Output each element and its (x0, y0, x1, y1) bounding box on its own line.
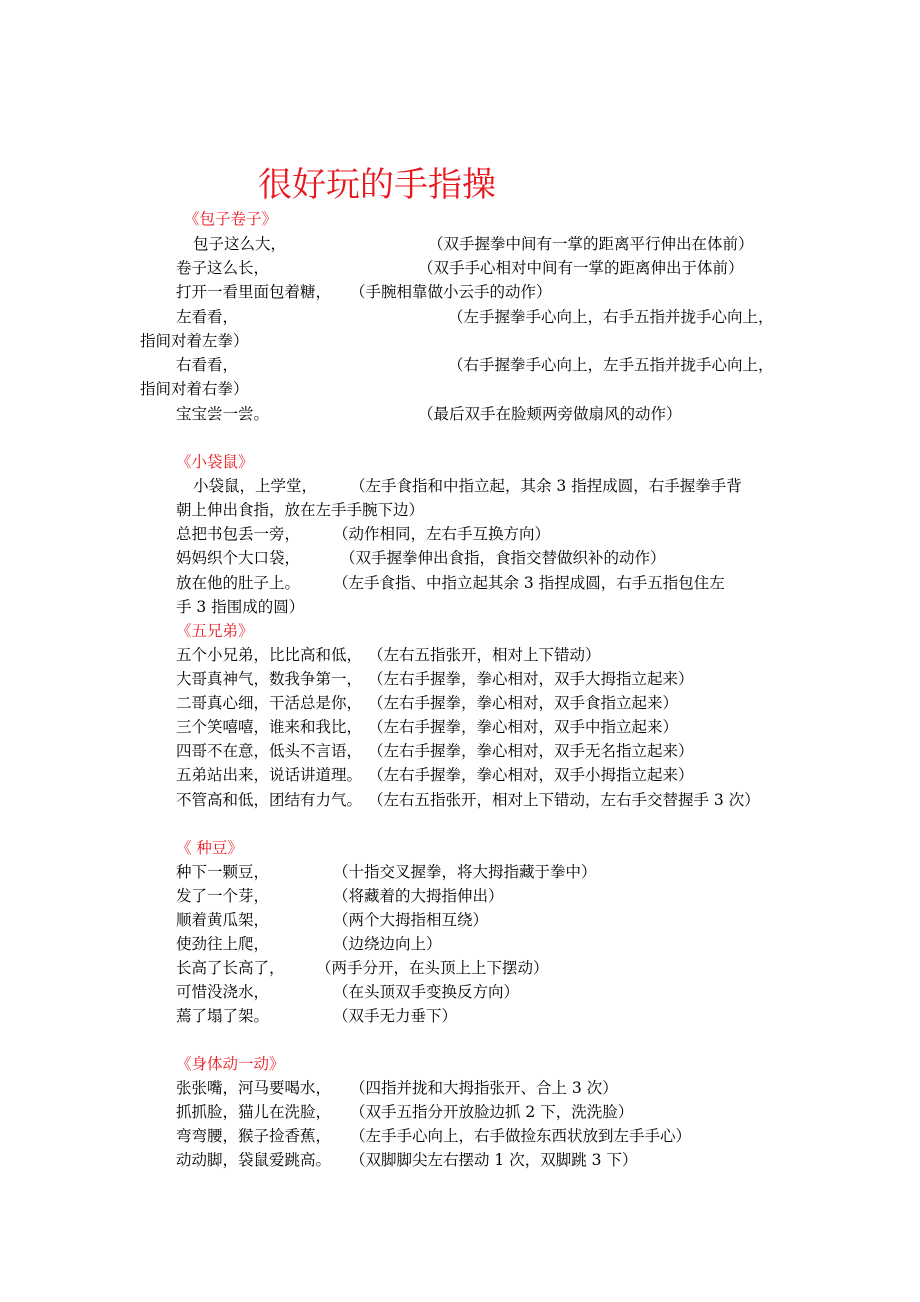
section-heading: 《小袋鼠》 (176, 453, 254, 471)
verse-line: 宝宝尝一尝。 (176, 405, 270, 423)
action-note: （双手握拳伸出食指，食指交替做织补的动作） (340, 549, 666, 567)
action-note: （将藏着的大拇指伸出） (333, 887, 504, 905)
verse-line: 张张嘴，河马要喝水， (176, 1079, 332, 1097)
verse-line: 动动脚，袋鼠爱跳高。 (176, 1151, 332, 1169)
action-note: （双手握拳中间有一掌的距离平行伸出在体前） (428, 235, 754, 253)
action-note: （左右手握拳，拳心相对，双手无名指立起来） (368, 742, 694, 760)
action-note: （手腕相靠做小云手的动作） (350, 283, 552, 301)
verse-line: 包子这么大， (193, 235, 287, 253)
verse-line: 蔫了塌了架。 (176, 1007, 270, 1025)
document-title: 很好玩的手指操 (258, 165, 496, 205)
section-heading: 《五兄弟》 (176, 622, 254, 640)
verse-line: 抓抓脸，猫儿在洗脸， (176, 1103, 332, 1121)
action-note: （左手食指和中指立起，其余 3 指捏成圆，右手握拳手背 (350, 477, 742, 495)
section-heading: 《 种豆》 (176, 839, 243, 857)
verse-line: 左看看， (176, 308, 239, 326)
verse-line: 二哥真心细，干活总是你， (176, 694, 363, 712)
action-note: （双手手心相对中间有一掌的距离伸出于体前） (418, 259, 744, 277)
action-note: （双手无力垂下） (333, 1007, 458, 1025)
action-note: （最后双手在脸颊两旁做扇风的动作） (418, 405, 682, 423)
action-note: （左右五指张开，相对上下错动，左右手交替握手 3 次） (368, 791, 760, 809)
action-note: （两个大拇指相互绕） (333, 911, 489, 929)
verse-line: 五个小兄弟，比比高和低， (176, 646, 363, 664)
action-note: （左右手握拳，拳心相对，双手食指立起来） (368, 694, 679, 712)
verse-line: 不管高和低，团结有力气。 (176, 791, 363, 809)
verse-line: 右看看， (176, 356, 239, 374)
verse-line: 总把书包丢一旁， (176, 525, 301, 543)
action-note: （双手五指分开放脸边抓 2 下，洗洗脸） (350, 1103, 634, 1121)
action-note: （右手握拳手心向上，左手五指并拢手心向上， (448, 356, 774, 374)
section-heading: 《身体动一动》 (176, 1055, 285, 1073)
verse-line: 五弟站出来，说话讲道理。 (176, 766, 363, 784)
action-note: （两手分开，在头顶上上下摆动） (316, 959, 549, 977)
verse-line: 放在他的肚子上。 (176, 574, 301, 592)
verse-line: 卷子这么长， (176, 259, 270, 277)
action-note-continued: 指间对着左拳） (140, 332, 249, 350)
verse-line: 长高了长高了， (176, 959, 285, 977)
action-note: （双脚脚尖左右摆动 1 次，双脚跳 3 下） (350, 1151, 638, 1169)
action-note: （左右手握拳，拳心相对，双手小拇指立起来） (368, 766, 694, 784)
action-note: （左手握拳手心向上，右手五指并拢手心向上， (448, 308, 774, 326)
action-note: （左手手心向上，右手做捡东西状放到左手手心） (350, 1127, 692, 1145)
verse-line: 三个笑嘻嘻，谁来和我比， (176, 718, 363, 736)
verse-line: 使劲往上爬， (176, 935, 270, 953)
action-note: （在头顶双手变换反方向） (333, 983, 520, 1001)
verse-line: 小袋鼠，上学堂， (193, 477, 318, 495)
action-note: （动作相同，左右手互换方向） (333, 525, 551, 543)
action-note-continued: 手 3 指围成的圆） (176, 598, 305, 616)
verse-line: 打开一看里面包着糖， (176, 283, 332, 301)
verse-line: 弯弯腰，猴子捡香蕉， (176, 1127, 332, 1145)
verse-line: 顺着黄瓜架， (176, 911, 270, 929)
action-note: （左右手握拳，拳心相对，双手中指立起来） (368, 718, 679, 736)
verse-line: 可惜没浇水， (176, 983, 270, 1001)
action-note-continued: 朝上伸出食指，放在左手手腕下边） (176, 501, 425, 519)
action-note: （四指并拢和大拇指张开、合上 3 次） (350, 1079, 618, 1097)
verse-line: 种下一颗豆， (176, 863, 270, 881)
action-note: （十指交叉握拳，将大拇指藏于拳中） (333, 863, 597, 881)
action-note: （边绕边向上） (333, 935, 442, 953)
verse-line: 妈妈织个大口袋， (176, 549, 301, 567)
verse-line: 发了一个芽， (176, 887, 270, 905)
verse-line: 大哥真神气，数我争第一， (176, 670, 363, 688)
action-note: （左右手握拳，拳心相对，双手大拇指立起来） (368, 670, 694, 688)
action-note: （左手食指、中指立起其余 3 指捏成圆，右手五指包住左 (333, 574, 725, 592)
action-note: （左右五指张开，相对上下错动） (368, 646, 601, 664)
section-heading: 《包子卷子》 (184, 210, 278, 228)
action-note-continued: 指间对着右拳） (140, 380, 249, 398)
verse-line: 四哥不在意，低头不言语， (176, 742, 363, 760)
